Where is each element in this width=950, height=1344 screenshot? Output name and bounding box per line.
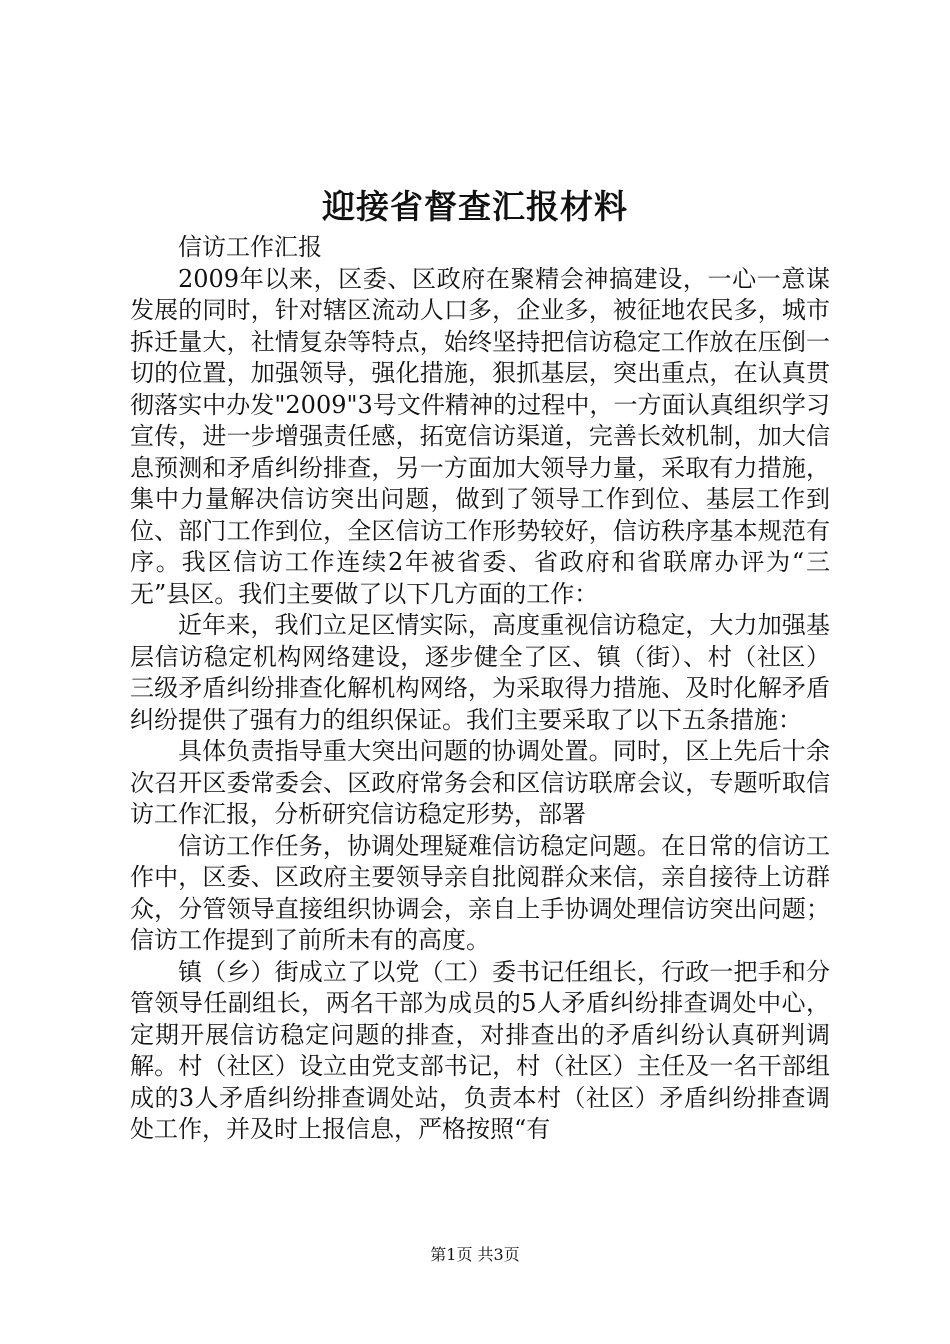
body-paragraph: 信访工作任务，协调处理疑难信访稳定问题。在日常的信访工作中，区委、区政府主要领导亲自批阅群众来信，亲自接待上访群众，分管领导直接组织协调会，亲自上手协调处理信访突出问题；信访工作提到了前所未有的高度。 bbox=[130, 831, 830, 954]
page-number-footer: 第1页 共3页 bbox=[430, 1245, 520, 1264]
body-paragraph: 具体负责指导重大突出问题的协调处置。同时，区上先后十余次召开区委常委会、区政府常务会和区信访联席会议，专题听取信访工作汇报，分析研究信访稳定形势，部署 bbox=[130, 737, 830, 828]
document-body bbox=[130, 232, 830, 1146]
body-paragraph: 2009年以来，区委、区政府在聚精会神搞建设，一心一意谋发展的同时，针对辖区流动人口多，企业多，被征地农民多，城市拆迁量大，社情复杂等特点，始终坚持把信访稳定工作放在压倒一切的位置，加强领导，强化措施，狠抓基层，突出重点，在认真贯彻落实中办发"2009"3号文件精神的过程中，一方面认真组织学习宣传，进一步增强责任感，拓宽信访渠道，完善长效机制，加大信息预测和矛盾纠纷排查，另一方面加大领导力量，采取有力措施，集中力量解决信访突出问题，做到了领导工作到位、基层工作到位、部门工作到位，全区信访工作形势较好，信访秩序基本规范有序。我区信访工作连续2年被省委、省政府和省联席办评为“三无”县区。我们主要做了以下几方面的工作： bbox=[130, 264, 830, 608]
section-heading: 信访工作汇报 bbox=[178, 233, 322, 261]
document-title: 迎接省督查汇报材料 bbox=[322, 187, 628, 226]
body-paragraph: 镇（乡）街成立了以党（工）委书记任组长，行政一把手和分管领导任副组长，两名干部为成员的5人矛盾纠纷排查调处中心，定期开展信访稳定问题的排查，对排查出的矛盾纠纷认真研判调解。村（社区）设立由党支部书记，村（社区）主任及一名干部组成的3人矛盾纠纷排查调处站，负责本村（社区）矛盾纠纷排查调处工作，并及时上报信息，严格按照“有 bbox=[130, 957, 830, 1143]
body-paragraph: 近年来，我们立足区情实际，高度重视信访稳定，大力加强基层信访稳定机构网络建设，逐步健全了区、镇（街）、村（社区）三级矛盾纠纷排查化解机构网络，为采取得力措施、及时化解矛盾纠纷提供了强有力的组织保证。我们主要采取了以下五条措施： bbox=[130, 611, 830, 734]
